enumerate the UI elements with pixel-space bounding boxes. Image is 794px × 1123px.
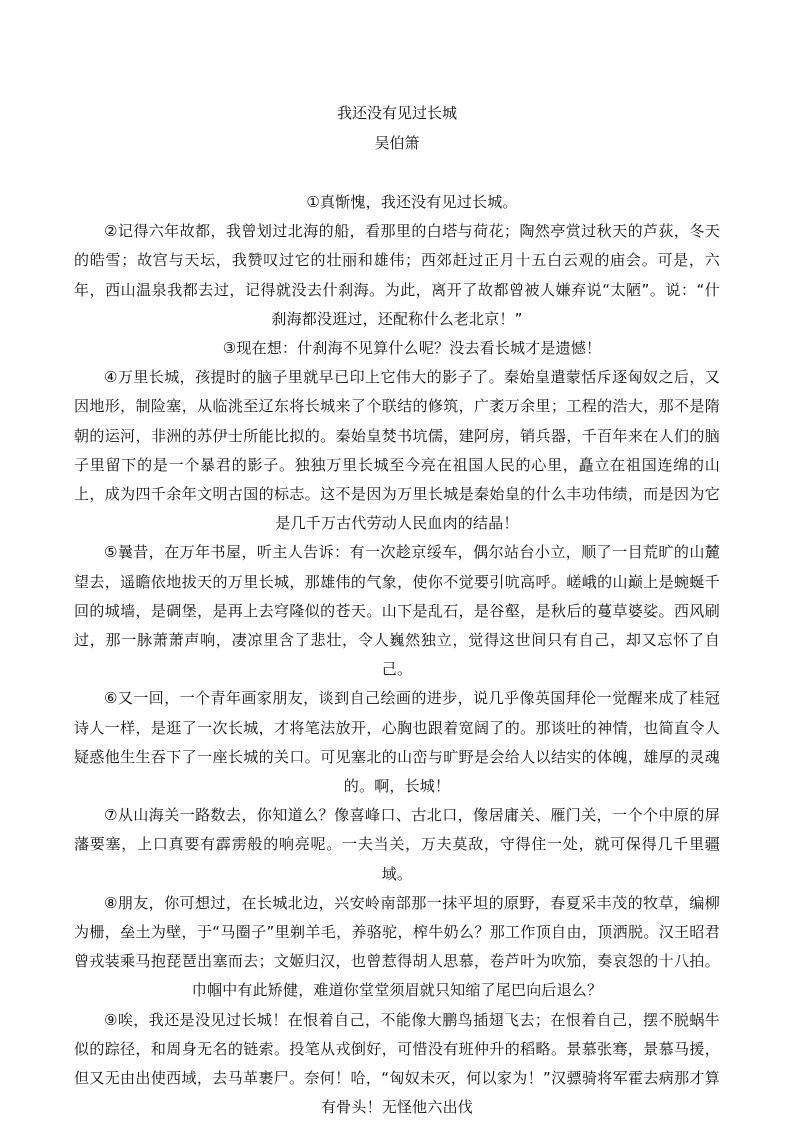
paragraph-7: ⑦从山海关一路数去，你知道么？像喜峰口、古北口，像居庸关、雁门关，一个个中原的屏藩要塞，上口真要有霹雳般的响亮呢。一夫当关，万夫莫敌，守得住一处，就可保得几千里疆域。 [74,806,720,883]
document-page [74,98,720,1123]
paragraph-5: ⑤曩昔，在万年书屋，听主人告诉：有一次趁京绥车，偶尔站台小立，顺了一目荒旷的山麓望去，遥瞻依地拔天的万里长城，那雄伟的气象，使你不觉要引吭高呼。嵯峨的山巅上是蜿蜒千回的城墙，是碉堡，是再上去穹隆似的苍天。山下是乱石，是谷壑，是秋后的蔓草婆娑。西风刷过，那一脉萧萧声响，凄凉里含了悲壮，令人巍然独立，觉得这世间只有自己，却又忘怀了自己。 [74,543,720,679]
document-author: 吴伯箫 [374,134,420,152]
paragraph-8: ⑧朋友，你可想过，在长城北边，兴安岭南部那一抹平坦的原野，春夏采丰茂的牧草，编柳为栅，垒土为壁，于“马圈子”里剃羊毛，养骆驼，榨牛奶么？那工作顶自由，顶洒脱。汉王昭君曾戎装乘马抱琵琶出塞而去；文姬归汉，也曾惹得胡人思慕，卷芦叶为吹笳，奏哀怨的十八拍。巾帼中有此矫健，难道你堂堂须眉就只知缩了尾巴向后退么？ [74,893,720,1000]
paragraph-9: ⑨唉，我还是没见过长城！在恨着自己，不能像大鹏鸟插翅飞去；在恨着自己，摆不脱蜗牛似的踪径，和周身无名的链索。投笔从戎倒好，可惜没有班仲升的稻略。景慕张骞，景慕马援，但又无由出使西域，去马革裹尸。奈何！哈，“匈奴未灭，何以家为！”汉骠骑将军霍去病那才算有骨头！无怪他六出伐 [74,1010,720,1117]
document-title: 我还没有见过长城 [336,104,457,122]
paragraph-6: ⑥又一回，一个青年画家朋友，谈到自己绘画的进步，说几乎像英国拜伦一觉醒来成了桂冠诗人一样，是逛了一次长城，才将笔法放开，心胸也跟着宽阔了的。那谈吐的神情，也简直令人疑惑他生生吞下了一座长城的关口。可见塞北的山峦与旷野是会给人以结实的体魄，雄厚的灵魂的。啊，长城！ [74,689,720,796]
paragraph-3: ③现在想：什刹海不见算什么呢？没去看长城才是遗憾！ [222,339,602,358]
paragraph-2: ②记得六年故都，我曾划过北海的船，看那里的白塔与荷花；陶然亭赏过秋天的芦荻，冬天的皓雪；故宫与天坛，我赞叹过它的壮丽和雄伟；西郊赶过正月十五白云观的庙会。可是，六年，西山温泉我都去过，记得就没去什刹海。为此，离开了故都曾被人嫌弃说“太陋”。说：“什刹海都没逛过，还配称什么老北京！” [74,222,720,328]
paragraph-1: ①真惭愧，我还没有见过长城。 [306,193,518,211]
paragraph-4: ④万里长城，孩提时的脑子里就早已印上它伟大的影子了。秦始皇遣蒙恬斥逐匈奴之后，又因地形，制险塞，从临洮至辽东将长城来了个联结的修筑，广袤万余里；工程的浩大，那不是隋朝的运河，非洲的苏伊士所能比拟的。秦始皇焚书坑儒，建阿房，销兵器，千百年来在人们的脑子里留下的是一个暴君的影子。独独万里长城至今亮在祖国人民的心里，矗立在祖国连绵的山上，成为四千余年文明古国的标志。这不是因为万里长城是秦始皇的什么丰功伟绩，而是因为它是几千万古代劳动人民血肉的结晶！ [74,368,720,533]
